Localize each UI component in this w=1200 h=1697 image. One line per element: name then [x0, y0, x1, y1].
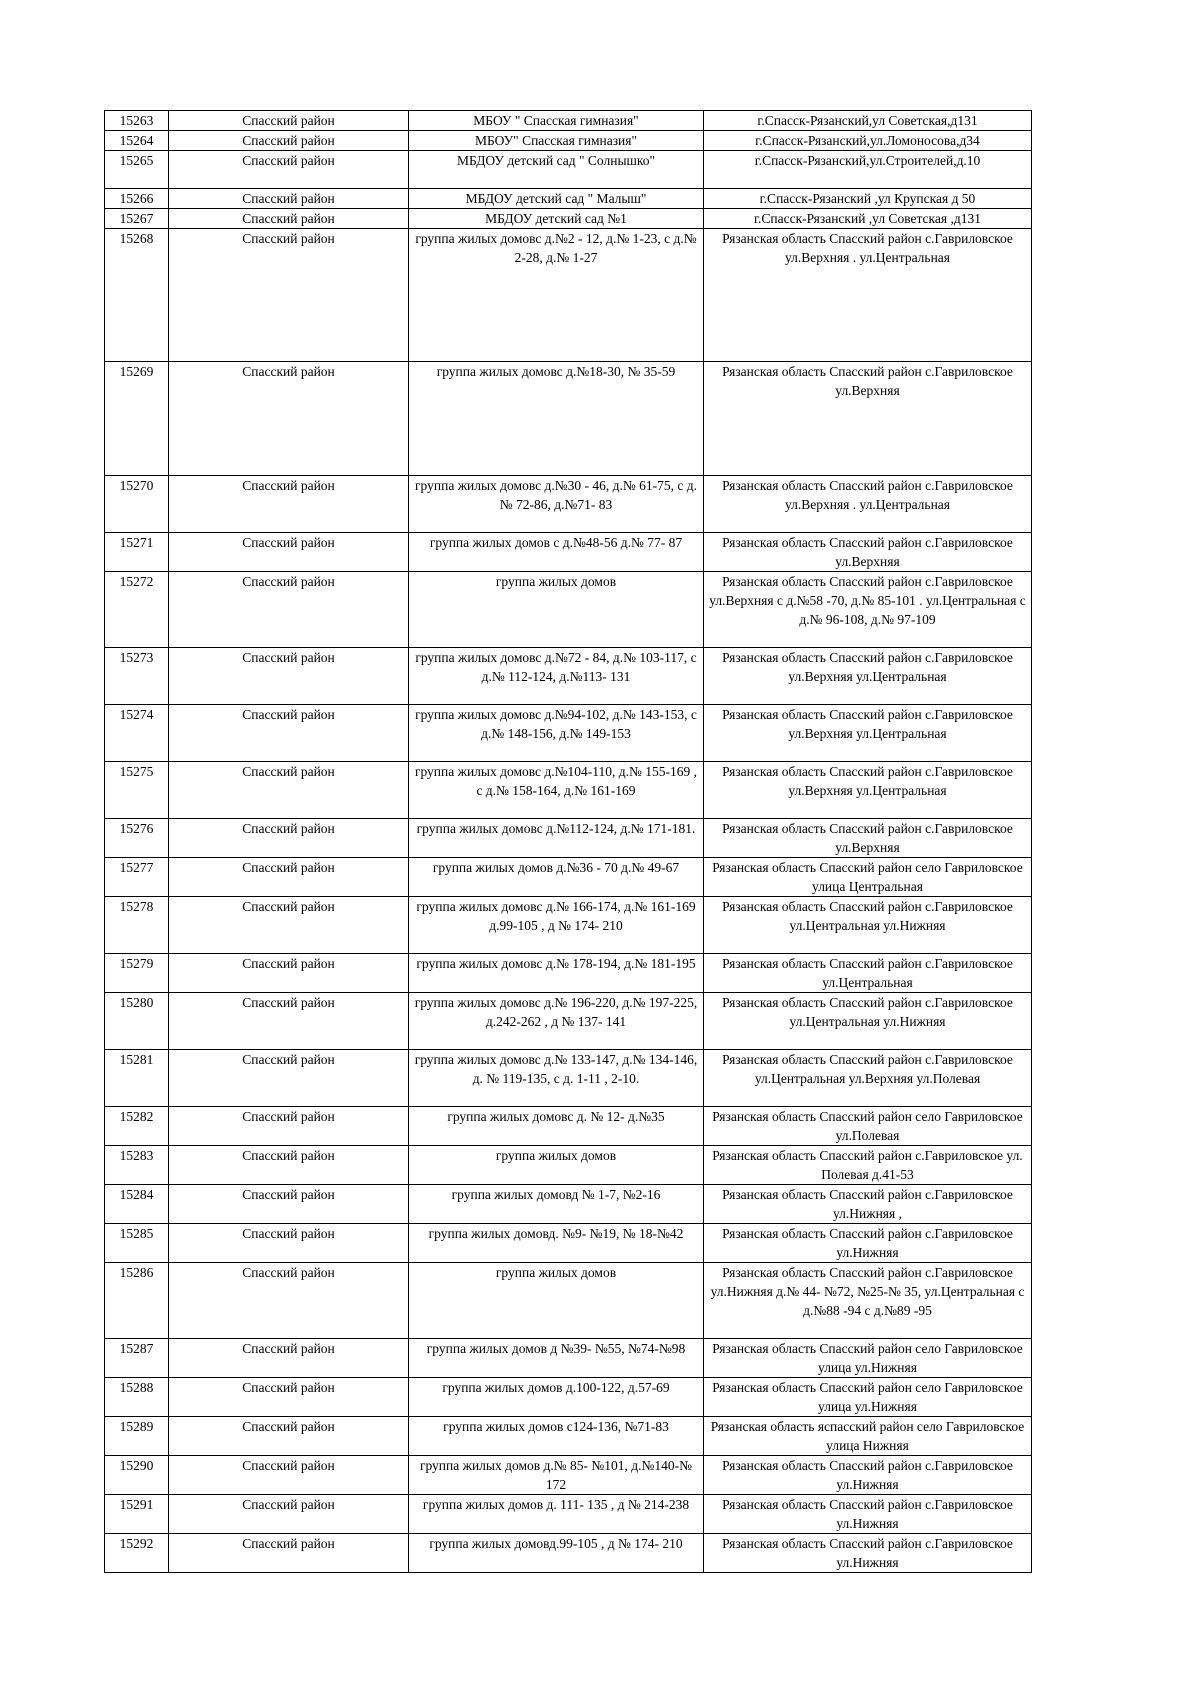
address-cell: Рязанская область Спасский район село Гавриловское улица ул.Нижняя: [704, 1378, 1032, 1417]
table-row: [105, 476, 1032, 533]
row-id-cell: 15271: [105, 533, 169, 572]
table-row: [105, 151, 1032, 189]
table-row: [105, 533, 1032, 572]
address-cell: Рязанская область Спасский район село Гавриловское улица ул.Нижняя: [704, 1339, 1032, 1378]
row-id-cell: 15286: [105, 1263, 169, 1339]
object-cell: группа жилых домовс д.№ 196-220, д.№ 197-225, д.242-262 , д № 137- 141: [409, 993, 704, 1050]
district-cell: Спасский район: [169, 111, 409, 131]
address-cell: Рязанская область Спасский район с.Гавриловское ул.Нижняя: [704, 1224, 1032, 1263]
address-cell: Рязанская область Спасский район с.Гавриловское ул.Верхняя ул.Центральная: [704, 762, 1032, 819]
object-cell: МБДОУ детский сад №1: [409, 209, 704, 229]
row-id-cell: 15285: [105, 1224, 169, 1263]
object-cell: группа жилых домовс д.№2 - 12, д.№ 1-23, с д.№ 2-28, д.№ 1-27: [409, 229, 704, 362]
object-cell: группа жилых домовс д.№72 - 84, д.№ 103-117, с д.№ 112-124, д.№113- 131: [409, 648, 704, 705]
row-id-cell: 15266: [105, 189, 169, 209]
table-row: [105, 572, 1032, 648]
row-id-cell: 15272: [105, 572, 169, 648]
object-cell: группа жилых домов д.№ 85- №101, д.№140-№ 172: [409, 1456, 704, 1495]
address-cell: Рязанская область Спасский район с.Гавриловское ул. Полевая д.41-53: [704, 1146, 1032, 1185]
district-cell: Спасский район: [169, 189, 409, 209]
object-cell: группа жилых домовс д.№ 178-194, д.№ 181-195: [409, 954, 704, 993]
object-cell: группа жилых домов: [409, 1263, 704, 1339]
row-id-cell: 15263: [105, 111, 169, 131]
table-row: [105, 993, 1032, 1050]
table-body: [105, 111, 1032, 1573]
table-row: [105, 131, 1032, 151]
table-row: [105, 229, 1032, 362]
district-cell: Спасский район: [169, 209, 409, 229]
row-id-cell: 15273: [105, 648, 169, 705]
address-cell: Рязанская область Спасский район село Гавриловское ул.Полевая: [704, 1107, 1032, 1146]
table-row: [105, 1107, 1032, 1146]
table-row: [105, 362, 1032, 476]
row-id-cell: 15276: [105, 819, 169, 858]
row-id-cell: 15275: [105, 762, 169, 819]
row-id-cell: 15268: [105, 229, 169, 362]
row-id-cell: 15287: [105, 1339, 169, 1378]
object-cell: группа жилых домовс д.№104-110, д.№ 155-169 , с д.№ 158-164, д.№ 161-169: [409, 762, 704, 819]
object-cell: группа жилых домовс д. № 12- д.№35: [409, 1107, 704, 1146]
object-cell: группа жилых домовс д.№94-102, д.№ 143-153, с д.№ 148-156, д.№ 149-153: [409, 705, 704, 762]
row-id-cell: 15291: [105, 1495, 169, 1534]
district-cell: Спасский район: [169, 1456, 409, 1495]
object-cell: группа жилых домовд. №9- №19, № 18-№42: [409, 1224, 704, 1263]
row-id-cell: 15277: [105, 858, 169, 897]
district-cell: Спасский район: [169, 151, 409, 189]
table-row: [105, 1456, 1032, 1495]
district-cell: Спасский район: [169, 362, 409, 476]
table-row: [105, 648, 1032, 705]
address-cell: Рязанская область Спасский район с.Гавриловское ул.Нижняя: [704, 1534, 1032, 1573]
table-row: [105, 111, 1032, 131]
address-cell: Рязанская область Спасский район с.Гавриловское ул.Верхняя: [704, 533, 1032, 572]
table-row: [105, 1339, 1032, 1378]
object-cell: группа жилых домов д. 111- 135 , д № 214-238: [409, 1495, 704, 1534]
document-table: [104, 110, 1032, 1573]
district-cell: Спасский район: [169, 1417, 409, 1456]
address-cell: Рязанская область Спасский район с.Гавриловское ул.Центральная: [704, 954, 1032, 993]
table-row: [105, 1534, 1032, 1573]
table-row: [105, 1378, 1032, 1417]
row-id-cell: 15274: [105, 705, 169, 762]
district-cell: Спасский район: [169, 1534, 409, 1573]
table-row: [105, 1263, 1032, 1339]
address-cell: г.Спасск-Рязанский,ул.Строителей,д.10: [704, 151, 1032, 189]
object-cell: группа жилых домовс д.№ 133-147, д.№ 134-146, д. № 119-135, с д. 1-11 , 2-10.: [409, 1050, 704, 1107]
district-cell: Спасский район: [169, 572, 409, 648]
object-cell: группа жилых домовс д.№ 166-174, д.№ 161-169 д.99-105 , д № 174- 210: [409, 897, 704, 954]
address-cell: Рязанская область яспасский район село Гавриловское улица Нижняя: [704, 1417, 1032, 1456]
address-cell: Рязанская область Спасский район с.Гавриловское ул.Верхняя . ул.Центральная: [704, 229, 1032, 362]
address-cell: Рязанская область Спасский район с.Гавриловское ул.Нижняя: [704, 1495, 1032, 1534]
row-id-cell: 15283: [105, 1146, 169, 1185]
table-row: [105, 1417, 1032, 1456]
row-id-cell: 15269: [105, 362, 169, 476]
table-row: [105, 762, 1032, 819]
object-cell: группа жилых домов д.№36 - 70 д.№ 49-67: [409, 858, 704, 897]
object-cell: группа жилых домов: [409, 1146, 704, 1185]
row-id-cell: 15270: [105, 476, 169, 533]
table-row: [105, 189, 1032, 209]
table-row: [105, 209, 1032, 229]
table-row: [105, 954, 1032, 993]
district-cell: Спасский район: [169, 1378, 409, 1417]
district-cell: Спасский район: [169, 131, 409, 151]
address-cell: Рязанская область Спасский район с.Гавриловское ул.Верхняя: [704, 819, 1032, 858]
district-cell: Спасский район: [169, 533, 409, 572]
district-cell: Спасский район: [169, 954, 409, 993]
district-cell: Спасский район: [169, 705, 409, 762]
table-row: [105, 1495, 1032, 1534]
table-row: [105, 705, 1032, 762]
district-cell: Спасский район: [169, 897, 409, 954]
district-cell: Спасский район: [169, 1495, 409, 1534]
table-row: [105, 1146, 1032, 1185]
table-row: [105, 897, 1032, 954]
row-id-cell: 15290: [105, 1456, 169, 1495]
district-cell: Спасский район: [169, 229, 409, 362]
object-cell: МБОУ " Спасская гимназия": [409, 111, 704, 131]
district-cell: Спасский район: [169, 1339, 409, 1378]
row-id-cell: 15292: [105, 1534, 169, 1573]
object-cell: МБДОУ детский сад " Солнышко": [409, 151, 704, 189]
row-id-cell: 15289: [105, 1417, 169, 1456]
object-cell: группа жилых домов с124-136, №71-83: [409, 1417, 704, 1456]
object-cell: группа жилых домовс д.№112-124, д.№ 171-181.: [409, 819, 704, 858]
district-cell: Спасский район: [169, 1146, 409, 1185]
row-id-cell: 15281: [105, 1050, 169, 1107]
address-cell: Рязанская область Спасский район село Гавриловское улица Центральная: [704, 858, 1032, 897]
address-cell: Рязанская область Спасский район с.Гавриловское ул.Верхняя . ул.Центральная: [704, 476, 1032, 533]
row-id-cell: 15279: [105, 954, 169, 993]
object-cell: группа жилых домовс д.№30 - 46, д.№ 61-75, с д.№ 72-86, д.№71- 83: [409, 476, 704, 533]
row-id-cell: 15265: [105, 151, 169, 189]
address-cell: Рязанская область Спасский район с.Гавриловское ул.Центральная ул.Верхняя ул.Полевая: [704, 1050, 1032, 1107]
row-id-cell: 15280: [105, 993, 169, 1050]
district-cell: Спасский район: [169, 1107, 409, 1146]
district-cell: Спасский район: [169, 648, 409, 705]
row-id-cell: 15282: [105, 1107, 169, 1146]
district-cell: Спасский район: [169, 819, 409, 858]
table-row: [105, 1224, 1032, 1263]
object-cell: группа жилых домовс д.№18-30, № 35-59: [409, 362, 704, 476]
address-cell: Рязанская область Спасский район с.Гавриловское ул.Верхняя ул.Центральная: [704, 705, 1032, 762]
object-cell: группа жилых домов с д.№48-56 д.№ 77- 87: [409, 533, 704, 572]
object-cell: группа жилых домовд.99-105 , д № 174- 210: [409, 1534, 704, 1573]
table-row: [105, 819, 1032, 858]
address-cell: Рязанская область Спасский район с.Гавриловское ул.Центральная ул.Нижняя: [704, 993, 1032, 1050]
address-cell: Рязанская область Спасский район с.Гавриловское ул.Нижняя д.№ 44- №72, №25-№ 35, ул.Центральная с д.№88 -94 с д.№89 -95: [704, 1263, 1032, 1339]
table-row: [105, 858, 1032, 897]
district-cell: Спасский район: [169, 476, 409, 533]
row-id-cell: 15267: [105, 209, 169, 229]
address-cell: Рязанская область Спасский район с.Гавриловское ул.Нижняя ,: [704, 1185, 1032, 1224]
district-cell: Спасский район: [169, 1224, 409, 1263]
row-id-cell: 15288: [105, 1378, 169, 1417]
district-cell: Спасский район: [169, 1185, 409, 1224]
object-cell: группа жилых домовд № 1-7, №2-16: [409, 1185, 704, 1224]
address-cell: г.Спасск-Рязанский,ул Советская,д131: [704, 111, 1032, 131]
district-cell: Спасский район: [169, 1263, 409, 1339]
row-id-cell: 15284: [105, 1185, 169, 1224]
address-cell: Рязанская область Спасский район с.Гавриловское ул.Верхняя с д.№58 -70, д.№ 85-101 . ул.Центральная с д.№ 96-108, д.№ 97-109: [704, 572, 1032, 648]
object-cell: МБДОУ детский сад " Малыш": [409, 189, 704, 209]
address-cell: г.Спасск-Рязанский,ул.Ломоносова,д34: [704, 131, 1032, 151]
object-cell: группа жилых домов д №39- №55, №74-№98: [409, 1339, 704, 1378]
district-cell: Спасский район: [169, 858, 409, 897]
address-cell: Рязанская область Спасский район с.Гавриловское ул.Верхняя ул.Центральная: [704, 648, 1032, 705]
object-cell: МБОУ" Спасская гимназия": [409, 131, 704, 151]
address-cell: Рязанская область Спасский район с.Гавриловское ул.Верхняя: [704, 362, 1032, 476]
address-cell: г.Спасск-Рязанский ,ул Крупская д 50: [704, 189, 1032, 209]
address-cell: Рязанская область Спасский район с.Гавриловское ул.Центральная ул.Нижняя: [704, 897, 1032, 954]
object-cell: группа жилых домов д.100-122, д.57-69: [409, 1378, 704, 1417]
row-id-cell: 15278: [105, 897, 169, 954]
address-cell: г.Спасск-Рязанский ,ул Советская ,д131: [704, 209, 1032, 229]
row-id-cell: 15264: [105, 131, 169, 151]
district-cell: Спасский район: [169, 1050, 409, 1107]
address-cell: Рязанская область Спасский район с.Гавриловское ул.Нижняя: [704, 1456, 1032, 1495]
table-row: [105, 1050, 1032, 1107]
district-cell: Спасский район: [169, 762, 409, 819]
district-cell: Спасский район: [169, 993, 409, 1050]
object-cell: группа жилых домов: [409, 572, 704, 648]
table-row: [105, 1185, 1032, 1224]
